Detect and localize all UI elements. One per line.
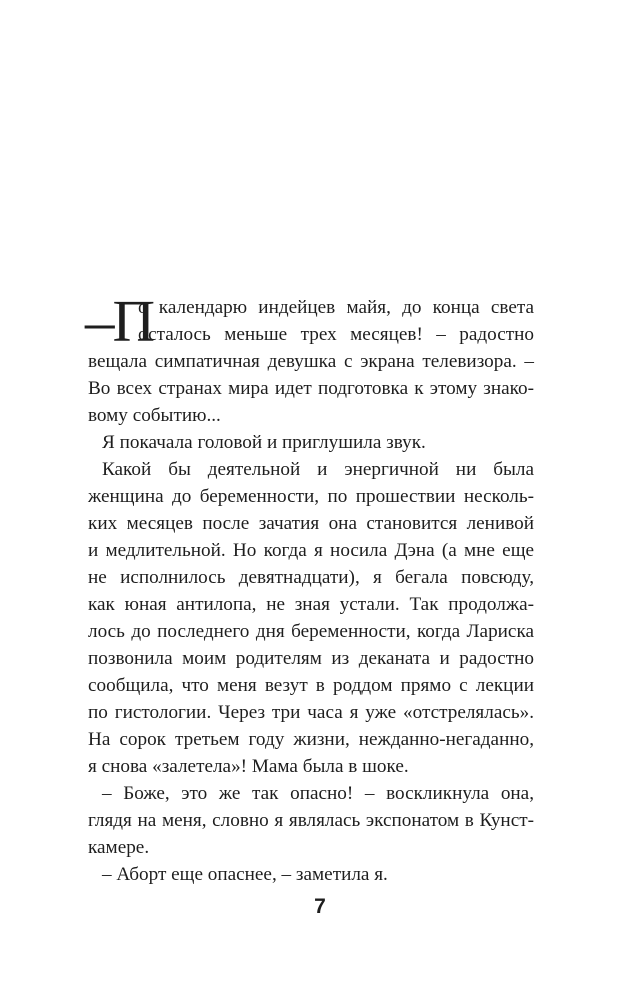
text-line: о календарю индейцев майя, до конца света <box>138 297 534 318</box>
text-line: не исполнилось девятнадцати), я бегала повсюду, <box>88 567 534 588</box>
text-line: сообщила, что меня везут в роддом прямо с лекции <box>88 675 534 696</box>
text-line: и медлительной. Но когда я носила Дэна (а мне еще <box>88 540 534 561</box>
text-line: – Боже, это же так опасно! – воскликнула она, <box>102 783 534 804</box>
opening-paragraph-start <box>85 288 534 354</box>
text-line: по гистологии. Через три часа я уже «отстрелялась». <box>88 702 534 723</box>
drop-cap: –П <box>85 288 154 354</box>
text-line: Я покачала головой и приглушила звук. <box>102 432 426 453</box>
text-line: как юная антилопа, не зная устали. Так продолжа- <box>88 594 534 615</box>
text-line: женщина до беременности, по прошествии несколь- <box>88 486 534 507</box>
text-line: вещала симпатичная девушка с экрана телевизора. – <box>88 351 534 372</box>
text-line: Во всех странах мира идет подготовка к этому знако- <box>88 378 534 399</box>
text-line: я снова «залетела»! Мама была в шоке. <box>88 756 409 777</box>
text-line: камере. <box>88 837 150 858</box>
page-number: 7 <box>314 895 326 918</box>
text-line: вому событию... <box>88 405 221 426</box>
text-line: На сорок третьем году жизни, нежданно-негаданно, <box>88 729 534 750</box>
text-line: глядя на меня, словно я являлась экспонатом в Кунст- <box>88 810 534 831</box>
text-line: позвонила моим родителям из деканата и радостно <box>88 648 534 669</box>
text-line: Какой бы деятельной и энергичной ни была <box>102 459 534 480</box>
text-line: ких месяцев после зачатия она становится ленивой <box>88 513 534 534</box>
text-line: осталось меньше трех месяцев! – радостно <box>138 324 534 345</box>
text-line: – Аборт еще опаснее, – заметила я. <box>102 864 388 885</box>
text-line: лось до последнего дня беременности, когда Лариска <box>88 621 534 642</box>
body-text <box>85 288 534 888</box>
